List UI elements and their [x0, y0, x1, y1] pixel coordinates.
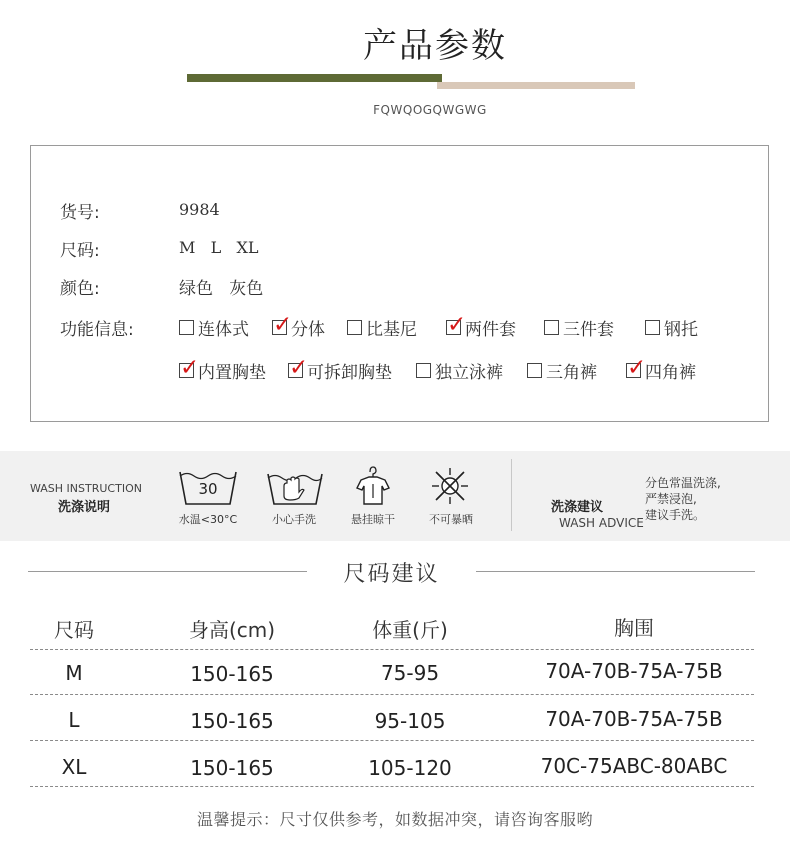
wash-temp-number: 30 — [198, 480, 218, 498]
hand-wash-icon — [266, 466, 324, 508]
checkbox-unchecked-icon — [179, 320, 194, 335]
no-sun-icon — [429, 465, 471, 507]
size-cell: L — [68, 708, 80, 732]
size-title-line-right — [476, 571, 755, 572]
wash-advice-line: 建议手洗。 — [645, 508, 706, 522]
size-header-size: 尺码 — [54, 618, 94, 642]
wash-temp-label: 水温<30°C — [178, 513, 238, 526]
feature-label: 内置胸垫 — [198, 363, 266, 383]
no-sun-label: 不可暴晒 — [429, 513, 473, 526]
checkbox-unchecked-icon — [527, 363, 542, 378]
checkbox-unchecked-icon — [416, 363, 431, 378]
feature-three-piece-set — [544, 315, 614, 340]
feature-label: 钢托 — [664, 320, 698, 340]
checkbox-checked-icon — [272, 320, 287, 335]
size-label: 尺码: — [60, 241, 100, 261]
checkbox-unchecked-icon — [645, 320, 660, 335]
size-cell: XL — [61, 755, 87, 779]
size-header-height: 身高(cm) — [188, 618, 276, 642]
height-cell: 150-165 — [190, 709, 274, 733]
feature-one-piece — [179, 315, 249, 340]
size-table-title: 尺码建议 — [343, 562, 440, 587]
color-label: 颜色: — [60, 279, 100, 299]
checkbox-unchecked-icon — [347, 320, 362, 335]
wash-title-en: WASH INSTRUCTION — [30, 482, 142, 495]
bust-cell: 70C-75ABC-80ABC — [540, 754, 728, 778]
page-title: 产品参数 — [363, 26, 507, 66]
bust-cell: 70A-70B-75A-75B — [545, 707, 723, 731]
wash-advice-text — [645, 475, 721, 523]
size-header-bust: 胸围 — [614, 616, 654, 640]
size-title-line-left — [28, 571, 307, 572]
title-accent-bar-green — [187, 74, 442, 82]
feature-label: 三角裤 — [546, 363, 597, 383]
feature-label: 比基尼 — [366, 320, 417, 340]
feature-boyshorts — [626, 358, 696, 383]
checkbox-unchecked-icon — [544, 320, 559, 335]
feature-two-piece-split — [272, 315, 325, 340]
feature-label: 独立泳裤 — [435, 363, 503, 383]
table-row-divider — [30, 694, 754, 695]
size-value: M L XL — [179, 238, 259, 257]
weight-cell: 75-95 — [380, 661, 440, 685]
hang-dry-shirt-icon — [355, 464, 391, 508]
features-label: 功能信息: — [60, 320, 134, 340]
feature-label: 两件套 — [465, 320, 516, 340]
weight-cell: 105-120 — [368, 756, 452, 780]
wash-advice-line: 严禁浸泡, — [645, 492, 697, 506]
checkbox-checked-icon — [288, 363, 303, 378]
feature-label: 三件套 — [563, 320, 614, 340]
feature-two-piece-set — [446, 315, 516, 340]
table-row-divider — [30, 649, 754, 650]
title-accent-bar-beige — [437, 82, 635, 89]
wash-divider — [511, 459, 512, 531]
item-no-value: 9984 — [179, 200, 220, 219]
feature-briefs — [527, 358, 597, 383]
checkbox-checked-icon — [179, 363, 194, 378]
feature-label: 可拆卸胸垫 — [307, 363, 392, 383]
feature-label: 连体式 — [198, 320, 249, 340]
wash-advice-line: 分色常温洗涤, — [645, 476, 721, 490]
weight-cell: 95-105 — [374, 709, 446, 733]
feature-removable-pads — [288, 358, 392, 383]
feature-bikini — [347, 315, 417, 340]
size-header-weight: 体重(斤) — [372, 618, 448, 642]
wash-advice-en: WASH ADVICE — [559, 516, 644, 530]
feature-label: 分体 — [291, 320, 325, 340]
size-note: 温馨提示：尺寸仅供参考，如数据冲突，请咨询客服哟 — [196, 810, 593, 829]
feature-separate-trunks — [416, 358, 503, 383]
wash-title-cn: 洗涤说明 — [58, 500, 111, 515]
size-cell: M — [65, 661, 83, 685]
height-cell: 150-165 — [190, 756, 274, 780]
feature-label: 四角裤 — [645, 363, 696, 383]
hang-dry-label: 悬挂晾干 — [351, 513, 395, 526]
feature-built-in-pads — [179, 358, 266, 383]
table-row-divider — [30, 740, 754, 741]
height-cell: 150-165 — [190, 662, 274, 686]
feature-underwire — [645, 315, 698, 340]
bust-cell: 70A-70B-75A-75B — [545, 659, 723, 683]
hand-wash-label: 小心手洗 — [272, 513, 316, 526]
checkbox-checked-icon — [446, 320, 461, 335]
table-row-divider — [30, 786, 754, 787]
checkbox-checked-icon — [626, 363, 641, 378]
color-value: 绿色 灰色 — [179, 279, 264, 299]
item-no-label: 货号: — [60, 203, 100, 223]
wash-advice-cn: 洗涤建议 — [551, 500, 604, 515]
page-subtitle: FQWQOGQWGWG — [373, 103, 487, 117]
